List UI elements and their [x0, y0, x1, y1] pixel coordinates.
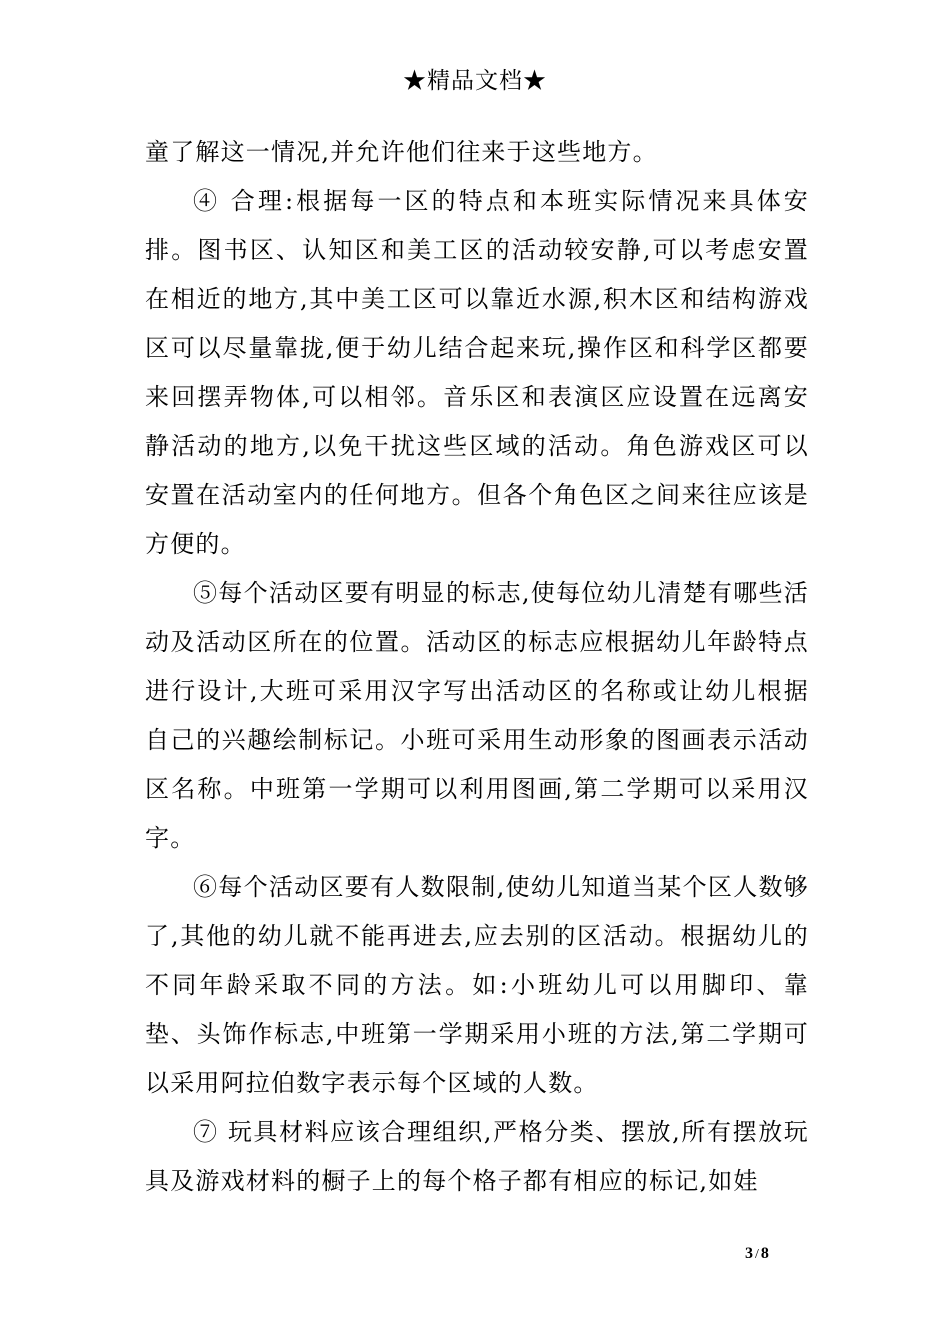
paragraph-item-7: ⑦ 玩具材料应该合理组织,严格分类、摆放,所有摆放玩具及游戏材料的橱子上的每个格子都有相应的标记,如娃: [145, 1118, 809, 1195]
page-total: 8: [760, 1245, 769, 1262]
paragraph-item-4: ④ 合理:根据每一区的特点和本班实际情况来具体安排。图书区、认知区和美工区的活动较安静,可以考虑安置在相近的地方,其中美工区可以靠近水源,积木区和结构游戏区可以尽量靠拢,便于幼儿结合起来玩,操作区和科学区都要来回摆弄物体,可以相邻。音乐区和表演区应设置在远离安静活动的地方,以免干扰这些区域的活动。角色游戏区可以安置在活动室内的任何地方。但各个角色区之间来往应该是方便的。: [145, 187, 809, 558]
page-separator: /: [755, 1247, 759, 1262]
page-header-title: ★精品文档★: [403, 68, 547, 94]
paragraph-item-5: ⑤每个活动区要有明显的标志,使每位幼儿清楚有哪些活动及活动区所在的位置。活动区的标志应根据幼儿年龄特点进行设计,大班可采用汉字写出活动区的名称或让幼儿根据自己的兴趣绘制标记。小班可采用生动形象的图画表示活动区名称。中班第一学期可以利用图画,第二学期可以采用汉字。: [145, 579, 809, 852]
paragraph-item-6: ⑥每个活动区要有人数限制,使幼儿知道当某个区人数够了,其他的幼儿就不能再进去,应去别的区活动。根据幼儿的不同年龄采取不同的方法。如:小班幼儿可以用脚印、靠垫、头饰作标志,中班第一学期采用小班的方法,第二学期可以采用阿拉伯数字表示每个区域的人数。: [145, 873, 809, 1097]
document-body: [145, 128, 809, 1206]
paragraph-continuation: 童了解这一情况,并允许他们往来于这些地方。: [145, 138, 658, 166]
page-current: 3: [745, 1245, 753, 1262]
page-number: [745, 1244, 769, 1265]
